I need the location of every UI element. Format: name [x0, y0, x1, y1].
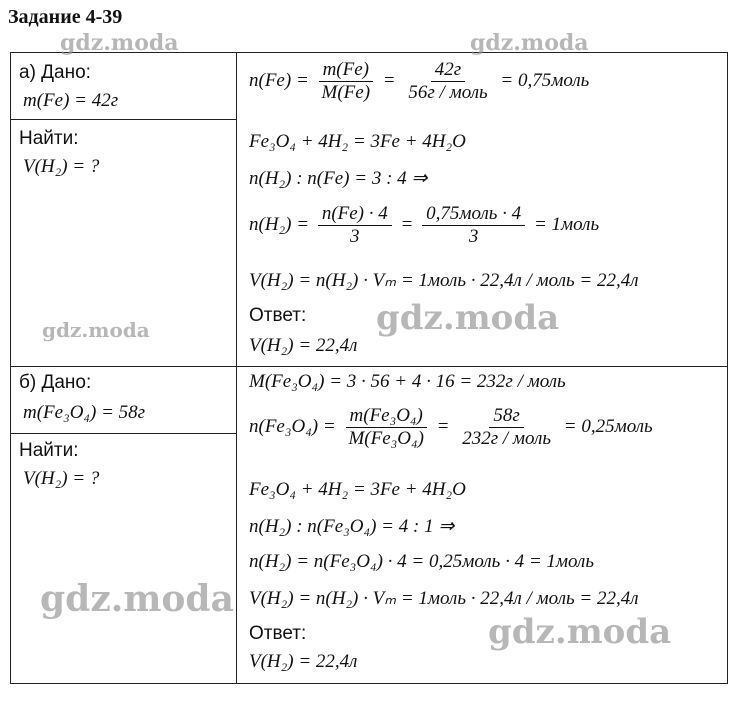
column-divider	[236, 53, 237, 683]
part-b-l2-fraction-1	[344, 405, 427, 450]
part-a-given-value: m(Fe) = 42г	[23, 90, 119, 111]
part-a-l4-rhs: = 1моль	[533, 213, 600, 235]
part-b-l2-f1-num: m(Fe₃O₄)	[346, 405, 427, 428]
part-a-answer-value: V(H₂) = 22,4л	[249, 335, 358, 356]
part-a-l4-f2-num: 0,75моль · 4	[422, 203, 525, 226]
part-a-find-label: Найти:	[19, 128, 79, 149]
part-a-l4-f1-num: n(Fe) · 4	[318, 203, 392, 226]
part-a-answer-label: Ответ:	[249, 305, 307, 326]
part-a-line-5: V(H₂) = n(H₂) · Vₘ = 1моль · 22,4л / моль = 22,4л	[249, 270, 639, 291]
part-b-given-label: б) Дано:	[19, 372, 92, 393]
part-a-l1-f1-num: m(Fe)	[319, 59, 373, 82]
part-b-l2-rhs: = 0,25моль	[563, 415, 653, 437]
part-b-l2-f2-num: 58г	[489, 405, 523, 428]
equals-sign: =	[436, 415, 450, 437]
divider-a-b	[11, 366, 727, 367]
part-a-l1-f2-num: 42г	[431, 59, 465, 82]
watermark: gdz.moda	[488, 612, 672, 652]
part-a-l4-lhs: n(H₂) =	[249, 213, 310, 235]
part-a-l4-fraction-1	[318, 203, 392, 248]
part-a-l1-f1-den: M(Fe)	[321, 82, 371, 103]
part-a-line-1	[249, 59, 589, 104]
part-a-line-4	[249, 203, 599, 248]
part-a-l1-f2-den: 56г / моль	[408, 82, 488, 103]
part-a-line-2: Fe₃O₄ + 4H₂ = 3Fe + 4H₂O	[249, 131, 466, 152]
divider-b-given-find	[11, 433, 236, 434]
page-title: Задание 4-39	[8, 6, 123, 28]
watermark: gdz.moda	[42, 318, 150, 342]
part-b-answer-value: V(H₂) = 22,4л	[249, 651, 358, 672]
part-b-line-6: V(H₂) = n(H₂) · Vₘ = 1моль · 22,4л / моль = 22,4л	[249, 588, 639, 609]
part-b-l2-fraction-2	[458, 405, 555, 450]
part-a-l1-rhs: = 0,75моль	[500, 69, 590, 91]
part-a-l1-lhs: n(Fe) =	[249, 69, 309, 91]
part-a-l4-f1-den: 3	[350, 226, 360, 247]
part-b-answer-label: Ответ:	[249, 623, 307, 644]
divider-a-given-find	[11, 119, 236, 120]
part-b-find-value: V(H₂) = ?	[23, 468, 100, 489]
part-a-find-value: V(H₂) = ?	[23, 156, 100, 177]
part-a-line-3: n(H₂) : n(Fe) = 3 : 4 ⇒	[249, 168, 428, 189]
part-a-l1-fraction-1	[318, 59, 375, 104]
watermark: gdz.moda	[470, 30, 589, 56]
equals-sign: =	[382, 69, 396, 91]
part-b-line-2	[249, 405, 653, 450]
watermark: gdz.moda	[40, 578, 234, 620]
part-b-line-5: n(H₂) = n(Fe₃O₄) · 4 = 0,25моль · 4 = 1моль	[249, 551, 594, 572]
equals-sign: =	[400, 213, 414, 235]
part-b-given-value: m(Fe₃O₄) = 58г	[23, 402, 146, 423]
part-b-l2-f2-den: 232г / моль	[462, 428, 552, 449]
part-a-l4-f2-den: 3	[468, 226, 479, 247]
part-b-l2-f1-den: M(Fe₃O₄)	[348, 428, 424, 449]
part-b-line-1: M(Fe₃O₄) = 3 · 56 + 4 · 16 = 232г / моль	[249, 371, 566, 392]
watermark: gdz.moda	[376, 298, 560, 338]
watermark: gdz.moda	[60, 30, 179, 56]
part-a-l4-fraction-2	[422, 203, 525, 248]
part-a-given-label: а) Дано:	[19, 62, 91, 83]
part-b-line-4: n(H₂) : n(Fe₃O₄) = 4 : 1 ⇒	[249, 516, 455, 537]
part-b-l2-lhs: n(Fe₃O₄) =	[249, 415, 336, 437]
part-b-line-3: Fe₃O₄ + 4H₂ = 3Fe + 4H₂O	[249, 479, 466, 500]
part-a-l1-fraction-2	[404, 59, 491, 104]
part-b-find-label: Найти:	[19, 440, 79, 461]
